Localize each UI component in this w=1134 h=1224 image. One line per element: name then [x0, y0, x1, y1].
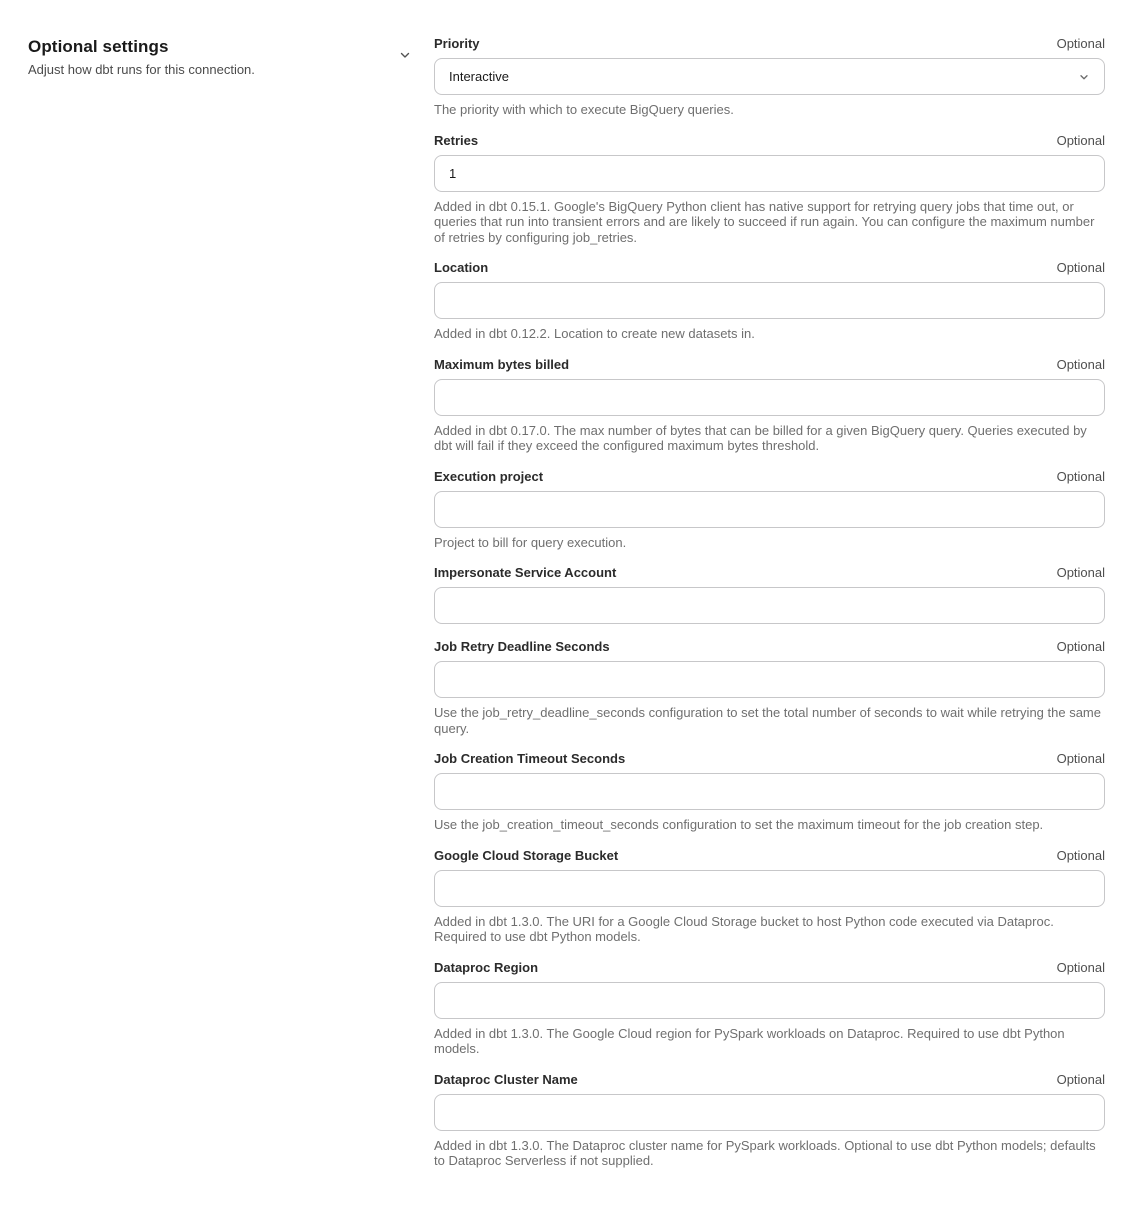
text-input[interactable]: [434, 379, 1105, 416]
field-header: [434, 960, 1105, 976]
help-text: Added in dbt 1.3.0. The URI for a Google Cloud Storage bucket to host Python code executed via Dataproc. Required to use dbt Python models.: [434, 913, 1054, 944]
text-input[interactable]: [434, 870, 1105, 907]
text-input[interactable]: [434, 491, 1105, 528]
optional-badge: Optional: [1056, 356, 1105, 372]
field-header: [434, 751, 1105, 767]
chevron-down-icon[interactable]: [398, 48, 412, 62]
optional-badge: Optional: [1056, 468, 1105, 484]
text-input[interactable]: [434, 155, 1105, 192]
text-input[interactable]: [434, 587, 1105, 624]
field-label: Dataproc Region: [434, 959, 539, 975]
select-input[interactable]: [434, 58, 1105, 95]
optional-badge: Optional: [1056, 565, 1105, 580]
form-field: [434, 36, 1105, 118]
field-label: Execution project: [434, 468, 544, 484]
form-field: [434, 1072, 1105, 1169]
help-text: Added in dbt 0.15.1. Google's BigQuery Python client has native support for retrying query jobs that time out, or queries that run into transient errors and are likely to succeed if run again. You can configure the maximum number of retries by configuring job_retries.: [434, 198, 1095, 245]
field-label: Retries: [434, 132, 479, 148]
text-input[interactable]: [434, 661, 1105, 698]
optional-badge: Optional: [1056, 1071, 1105, 1087]
form-field: [434, 639, 1105, 736]
optional-badge: Optional: [1056, 847, 1105, 863]
field-label: Priority: [434, 36, 480, 51]
form-field: [434, 133, 1105, 246]
form-field: [434, 960, 1105, 1057]
field-header: [434, 36, 1105, 52]
field-label: Google Cloud Storage Bucket: [434, 847, 619, 863]
help-text: Added in dbt 0.12.2. Location to create new datasets in.: [434, 326, 755, 341]
field-label: Job Creation Timeout Seconds: [434, 751, 626, 766]
optional-badge: Optional: [1056, 639, 1105, 654]
section-header: [28, 36, 434, 1184]
field-header: [434, 848, 1105, 864]
help-text: Added in dbt 1.3.0. The Google Cloud region for PySpark workloads on Dataproc. Required to use dbt Python models.: [434, 1025, 1065, 1056]
optional-badge: Optional: [1056, 132, 1105, 148]
optional-badge: Optional: [1056, 260, 1105, 275]
field-header: [434, 469, 1105, 485]
help-text: The priority with which to execute BigQuery queries.: [434, 102, 734, 117]
form-field: [434, 751, 1105, 833]
field-label: Maximum bytes billed: [434, 356, 570, 372]
field-header: [434, 260, 1105, 276]
form-field: [434, 357, 1105, 454]
field-label: Location: [434, 260, 489, 275]
form-field: [434, 260, 1105, 342]
field-label: Impersonate Service Account: [434, 565, 617, 580]
section-title: Optional settings: [28, 37, 169, 56]
field-header: [434, 1072, 1105, 1088]
section-subtitle: Adjust how dbt runs for this connection.: [28, 62, 255, 77]
text-input[interactable]: [434, 773, 1105, 810]
help-text: Added in dbt 1.3.0. The Dataproc cluster name for PySpark workloads. Optional to use dbt Python models; defaults to Dataproc Serverless if not supplied.: [434, 1137, 1096, 1168]
field-header: [434, 639, 1105, 655]
section-header-text: [28, 36, 255, 78]
field-header: [434, 133, 1105, 149]
form-field: [434, 565, 1105, 624]
fields-list: [434, 36, 1105, 1184]
help-text: Project to bill for query execution.: [434, 534, 627, 550]
optional-badge: Optional: [1056, 36, 1105, 51]
help-text: Added in dbt 0.17.0. The max number of bytes that can be billed for a given BigQuery query. Queries executed by dbt will fail if they exceed the configured maximum bytes threshold.: [434, 422, 1087, 453]
field-label: Dataproc Cluster Name: [434, 1071, 578, 1087]
text-input[interactable]: [434, 282, 1105, 319]
text-input[interactable]: [434, 982, 1105, 1019]
optional-badge: Optional: [1056, 751, 1105, 766]
optional-badge: Optional: [1056, 959, 1105, 975]
field-header: [434, 357, 1105, 373]
field-label: Job Retry Deadline Seconds: [434, 639, 610, 654]
chevron-down-icon: [1078, 71, 1090, 83]
field-header: [434, 565, 1105, 581]
select-value: Interactive: [449, 69, 509, 84]
help-text: Use the job_retry_deadline_seconds configuration to set the total number of seconds to wait while retrying the same query.: [434, 705, 1101, 736]
text-input[interactable]: [434, 1094, 1105, 1131]
form-field: [434, 469, 1105, 551]
help-text: Use the job_creation_timeout_seconds configuration to set the maximum timeout for the job creation step.: [434, 817, 1044, 832]
form-field: [434, 848, 1105, 945]
